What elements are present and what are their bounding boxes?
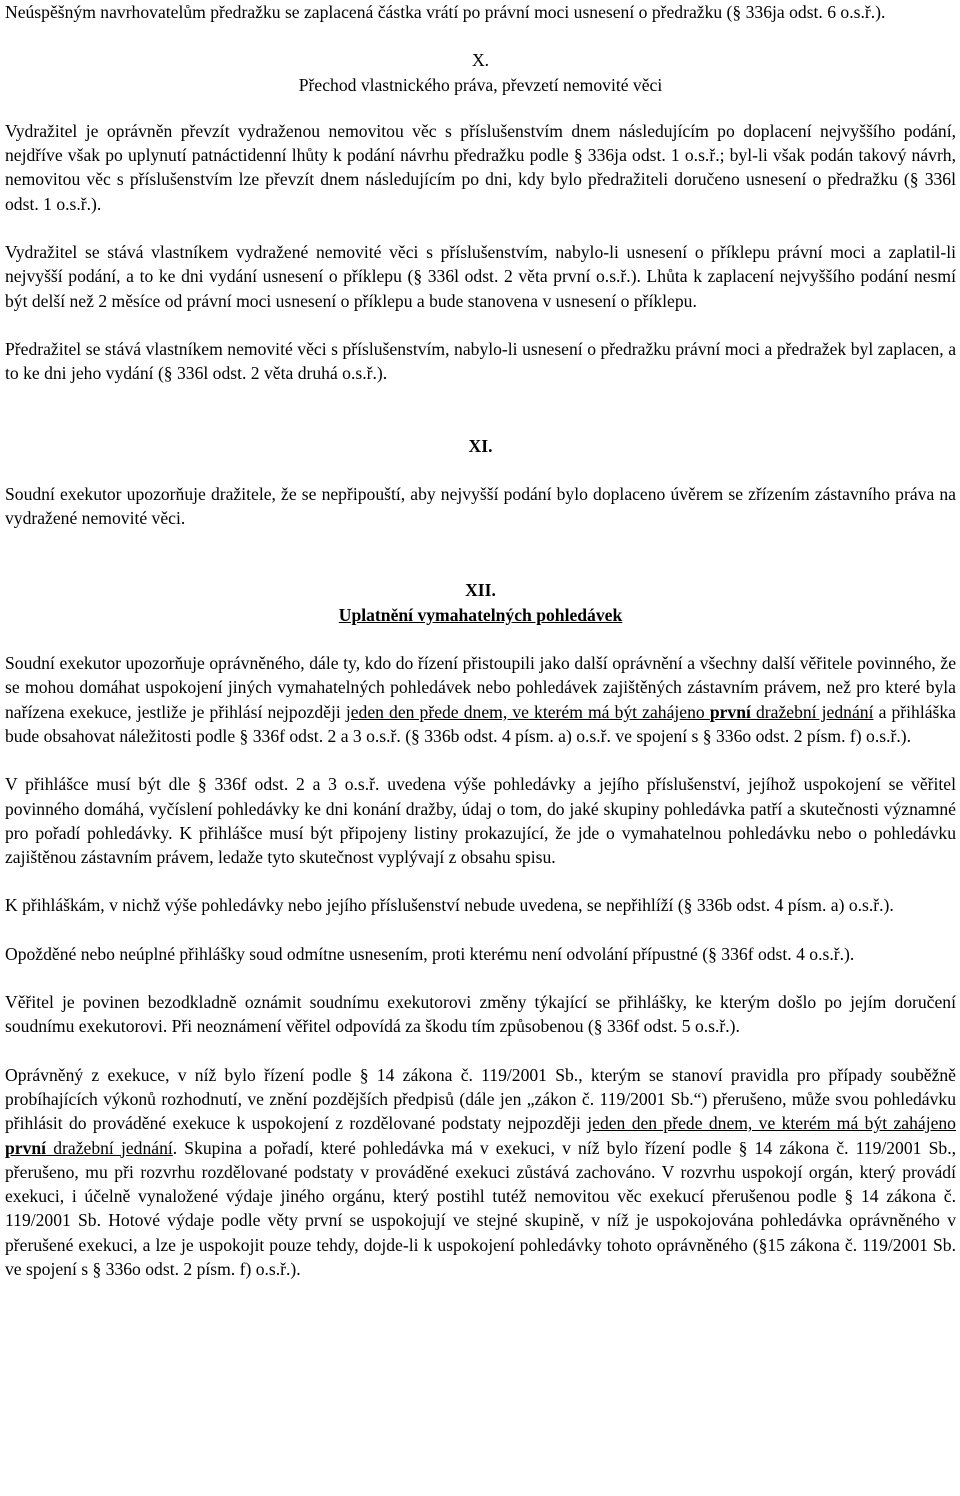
section-xii-paragraph-4: Opožděné nebo neúplné přihlášky soud odmítne usnesením, proti kterému není odvolání přípustné (§ 336f odst. 4 o.s.ř.).	[5, 943, 855, 964]
spacer	[5, 97, 956, 119]
paragraph-text: Soudní exekutor upozorňuje oprávněného, dále ty, kdo do řízení přistoupili jako další oprávnění a všechny další věřitele povinného, že se mohou domáhat uspokojení jiných vymahatelných pohledávek nebo pohledávek zajištěných zástavním právem, než pro které byla nařízena exekuce, jestliže je přihlásí nejpozději	[5, 653, 956, 722]
deadline-emphasis: první	[709, 701, 751, 722]
section-xi-number: XI.	[468, 435, 493, 456]
deadline-text: dražební jednání	[750, 701, 874, 722]
deadline-text: jeden den přede dnem, ve kterém má být zahájeno	[587, 1113, 956, 1134]
section-xi-paragraph-1: Soudní exekutor upozorňuje dražitele, že se nepřipouští, aby nejvyšší podání bylo doplaceno úvěrem se zřízením zástavního práva na vydražené nemovité věci.	[5, 483, 956, 529]
spacer	[5, 458, 956, 482]
paragraph-text: Oprávněný z exekuce, v níž bylo řízení podle § 14 zákona č. 119/2001 Sb., kterým se stanoví pravidla pro případy souběžně probíhajících výkonů rozhodnutí, ve znění pozdějších předpisů (dále jen „zákon č. 119/2001 Sb.“) přerušeno, může svou pohledávku přihlásit do prováděné exekuce k uspokojení z rozdělované podstaty nejpozději	[5, 1064, 956, 1134]
section-x-paragraph-1: Vydražitel je oprávněn převzít vydraženou nemovitou věc s příslušenstvím dnem následujícím po doplacení nejvyššího podání, nejdříve však po uplynutí patnáctidenní lhůty k podání návrhu předražku podle § 336ja odst. 1 o.s.ř.; byl-li však podán takový návrh, nemovitou věc s příslušenstvím lze převzít dnem následujícím po dni, kdy bylo předražiteli doručeno usnesení o předražku (§ 336l odst. 1 o.s.ř.).	[5, 120, 956, 214]
spacer	[5, 918, 956, 942]
deadline-underlined	[346, 702, 874, 722]
deadline-text: jeden den přede dnem, ve kterém má být zahájeno	[345, 701, 710, 722]
section-x-paragraph-3: Předražitel se stává vlastníkem nemovité věci s příslušenstvím, nabylo-li usnesení o předražku právní moci a předražek byl zaplacen, a to ke dni jeho vydání (§ 336l odst. 2 věta druhá o.s.ř.).	[5, 338, 956, 384]
section-xii-paragraph-6	[5, 1063, 956, 1282]
spacer	[5, 530, 956, 578]
deadline-emphasis: první	[5, 1137, 47, 1158]
spacer	[5, 313, 956, 337]
section-x-number: X.	[471, 50, 490, 71]
section-xii-paragraph-3: K přihláškám, v nichž výše pohledávky nebo jejího příslušenství nebude uvedena, se nepřihlíží (§ 336b odst. 4 písm. a) o.s.ř.).	[5, 895, 894, 916]
spacer	[5, 966, 956, 990]
section-xii-number: XII.	[465, 580, 496, 601]
deadline-text: dražební jednání	[46, 1137, 173, 1158]
section-x-paragraph-2: Vydražitel se stává vlastníkem vydražené nemovité věci s příslušenstvím, nabylo-li usnesení o příklepu právní moci a zaplatil-li nejvyšší podání, a to ke dni vydání usnesení o příklepu (§ 336l odst. 2 věta první o.s.ř.). Lhůta k zaplacení nejvyššího podání nesmí být delší než 2 měsíce od právní moci usnesení o příklepu a bude stanovena v usnesení o příklepu.	[5, 242, 956, 311]
section-xii-paragraph-1	[5, 651, 956, 748]
section-xii-paragraph-2: V přihlášce musí být dle § 336f odst. 2 a 3 o.s.ř. uvedena výše pohledávky a jejího příslušenství, jejíhož uspokojení se věřitel povinného domáhá, vyčíslení pohledávky ke dni konání dražby, údaj o tom, do jaké skupiny pohledávka patří a skutečnosti významné pro pořadí pohledávky. K přihlášce musí být připojeny listiny prokazující, že jde o vymahatelnou pohledávku nebo o pohledávku zajištěnou zástavním právem, ledaže tyto skutečnost vyplývají z obsahu spisu.	[5, 774, 956, 868]
spacer	[5, 216, 956, 240]
paragraph-text: a přihláška bude obsahovat náležitosti podle § 336f odst. 2 a 3 o.s.ř. (§ 336b odst. 4 písm. a) o.s.ř. ve spojení s § 336o odst. 2 písm. f) o.s.ř.).	[5, 701, 956, 746]
spacer	[5, 748, 956, 772]
intro-paragraph: Neúspěšným navrhovatelům předražku se zaplacená částka vrátí po právní moci usnesení o předražku (§ 336ja odst. 6 o.s.ř.).	[5, 2, 886, 22]
paragraph-text: . Skupina a pořadí, které pohledávka má v exekuci, v níž bylo řízení podle § 14 zákona č. 119/2001 Sb., přerušeno, mu při rozvrhu rozdělované podstaty v prováděné exekuci zůstává zachováno. V rozvrhu uspokojí orgán, který provádí exekuci, i účelně vynaložené výdaje jiného orgánu, který postihl tutéž nemovitou věc exekucí přerušenou podle § 14 zákona č. 119/2001 Sb. Hotové výdaje podle věty první se uspokojují ve stejné skupině, v níž je uspokojována pohledávka oprávněného v přerušené exekuci, a lze je uspokojit pouze tehdy, dojde-li k uspokojení pohledávky tohoto oprávněného (§15 zákona č. 119/2001 Sb. ve spojení s § 336o odst. 2 písm. f) o.s.ř.).	[5, 1137, 956, 1279]
spacer	[5, 24, 956, 48]
spacer	[5, 386, 956, 434]
section-x-heading: Přechod vlastnického práva, převzetí nemovité věci	[298, 74, 663, 95]
document-page	[5, 0, 956, 1281]
spacer	[5, 1039, 956, 1063]
spacer	[5, 869, 956, 893]
spacer	[5, 627, 956, 651]
section-xii-paragraph-5: Věřitel je povinen bezodkladně oznámit soudnímu exekutorovi změny týkající se přihlášky, ke kterým došlo po jejím doručení soudnímu exekutorovi. Při neoznámení věřitel odpovídá za škodu tím způsobenou (§ 336f odst. 5 o.s.ř.).	[5, 992, 956, 1037]
section-xii-heading: Uplatnění vymahatelných pohledávek	[338, 604, 623, 625]
